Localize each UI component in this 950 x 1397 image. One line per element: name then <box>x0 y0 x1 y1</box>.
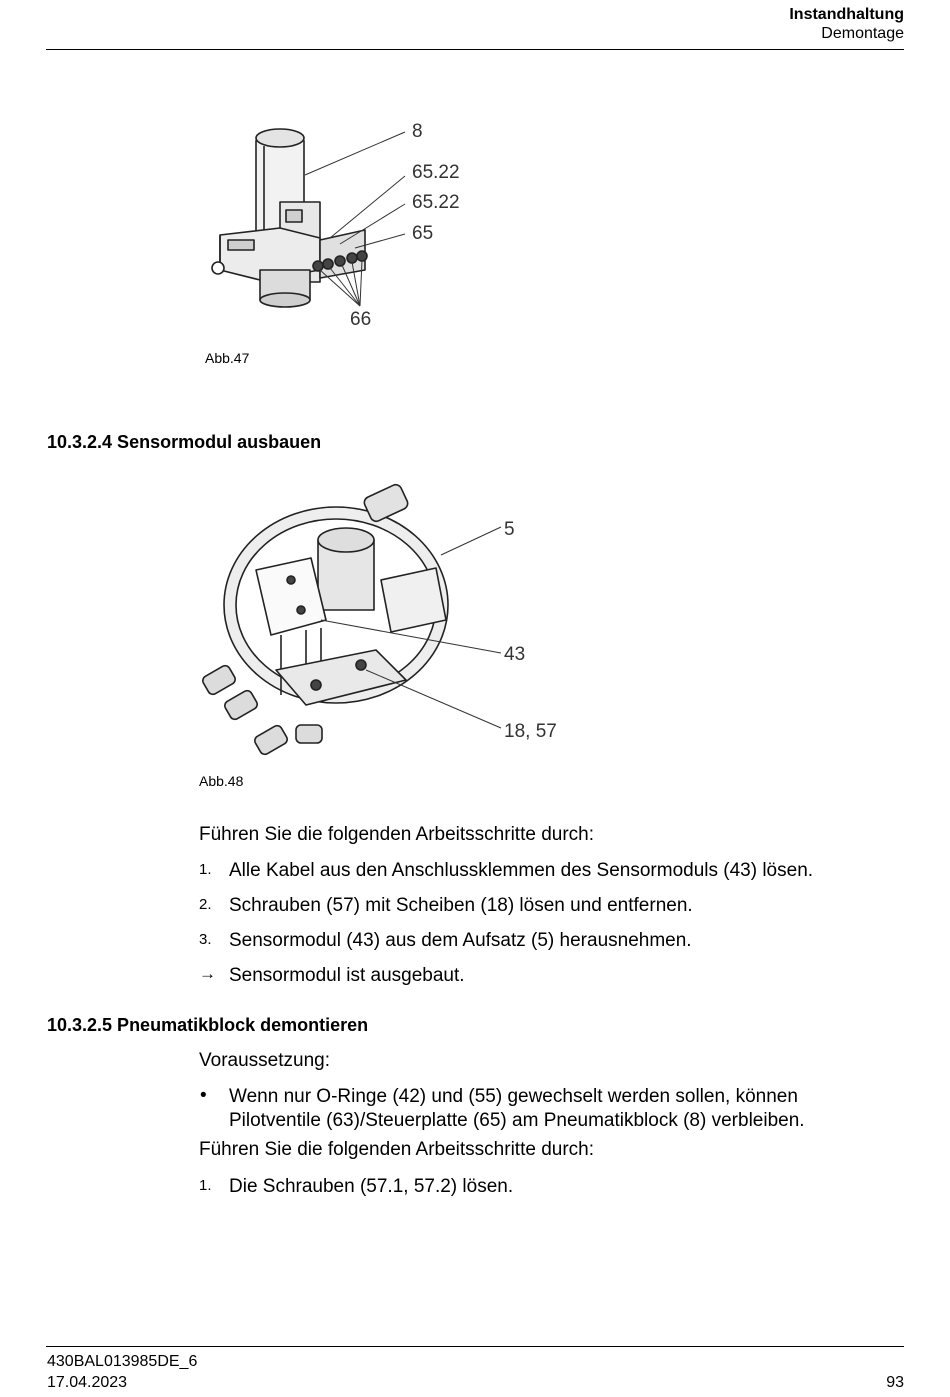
figure-47-label-3: 65.22 <box>412 192 460 213</box>
figure-47-label-5: 66 <box>350 309 372 330</box>
step-text: Alle Kabel aus den Anschlussklemmen des Sensormoduls (43) lösen. <box>229 860 814 881</box>
header-rule <box>46 49 904 50</box>
step-number: 1. <box>199 861 212 878</box>
header-subtitle: Demontage <box>821 25 904 42</box>
figure-47-label-1: 8 <box>412 121 423 142</box>
footer-date: 17.04.2023 <box>47 1374 128 1391</box>
figure-48-illustration <box>196 470 576 770</box>
section-heading-sensormodul: 10.3.2.4 Sensormodul ausbauen <box>47 432 322 452</box>
step-text: Schrauben (57) mit Scheiben (18) lösen und entfernen. <box>229 895 693 916</box>
result-text: Sensormodul ist ausgebaut. <box>229 965 465 986</box>
bullet-text-line-2: Pilotventile (63)/Steuerplatte (65) am Pneumatikblock (8) verbleiben. <box>229 1110 805 1131</box>
bullet-text-line-1: Wenn nur O-Ringe (42) und (55) gewechselt werden sollen, können <box>229 1086 798 1107</box>
step-number: 1. <box>199 1177 212 1194</box>
section-5-prerequisite-label: Voraussetzung: <box>199 1050 330 1071</box>
figure-48-label-43: 43 <box>504 644 526 665</box>
step-text: Die Schrauben (57.1, 57.2) lösen. <box>229 1176 514 1197</box>
footer-rule <box>46 1346 904 1347</box>
figure-48-label-18-57: 18, 57 <box>504 721 557 742</box>
footer-doc-id: 430BAL013985DE_6 <box>47 1353 198 1370</box>
step-number: 3. <box>199 931 212 948</box>
section-5-bullet <box>199 1085 899 1135</box>
section-5-intro: Führen Sie die folgenden Arbeitsschritte durch: <box>199 1139 595 1160</box>
section-4-intro: Führen Sie die folgenden Arbeitsschritte durch: <box>199 824 595 845</box>
header-title: Instandhaltung <box>789 6 904 23</box>
figure-48-label-5: 5 <box>504 519 515 540</box>
result-arrow-icon: → <box>199 964 216 983</box>
figure-47-label-4: 65 <box>412 223 434 244</box>
figure-47-illustration <box>200 110 480 350</box>
bullet-icon: • <box>200 1085 207 1106</box>
step-number: 2. <box>199 896 212 913</box>
figure-47-caption: Abb.47 <box>205 350 250 366</box>
section-heading-pneumatikblock: 10.3.2.5 Pneumatikblock demontieren <box>47 1015 369 1035</box>
step-text: Sensormodul (43) aus dem Aufsatz (5) herausnehmen. <box>229 930 692 951</box>
figure-47-label-2: 65.22 <box>412 162 460 183</box>
figure-48-caption: Abb.48 <box>199 773 244 789</box>
footer-page-number: 93 <box>886 1374 904 1391</box>
